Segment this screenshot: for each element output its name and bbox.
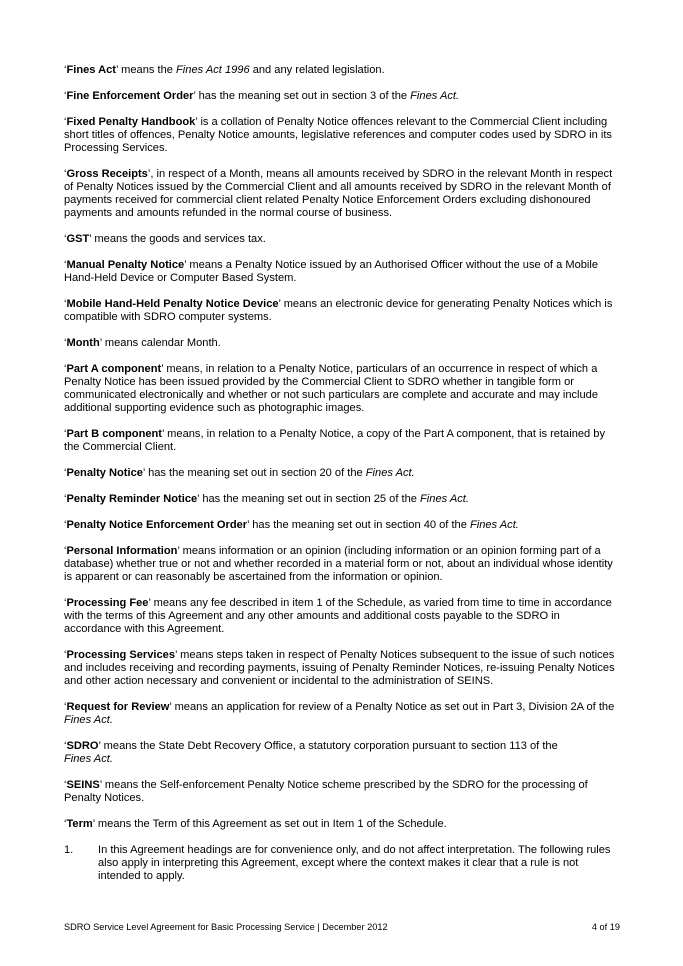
definition-text: means, in relation to a Penalty Notice, a copy of the Part A component, that is retained by the Commercial Client. bbox=[64, 428, 605, 454]
defined-term: Part B component bbox=[66, 428, 163, 441]
definition-text: means, in relation to a Penalty Notice, particulars of an occurrence in respect of which a Penalty Notice has been issued provided by the Commercial Client to SDRO whether in tangible form or communicated electronically and whether or not such particulars are complete and accurate and may include additional supporting evidence such as photographic images. bbox=[64, 362, 599, 415]
defined-term: Penalty Notice Enforcement Order bbox=[66, 518, 248, 531]
definition-text: means an electronic device for generating Penalty Notices which is compatible with SDRO computer systems. bbox=[64, 298, 613, 324]
defined-term: Penalty Reminder Notice bbox=[66, 493, 198, 505]
definition-item: ‘Mobile Hand-Held Penalty Notice Device’ means an electronic device for generating Penalty Notices which is compatible with SDRO computer systems. bbox=[64, 298, 613, 324]
definition-text: means the Self-enforcement Penalty Notice scheme prescribed by the SDRO for the processing of Penalty Notices. bbox=[64, 779, 588, 805]
definition-text: means the State Debt Recovery Office, a statutory corporation pursuant to section 113 of the bbox=[100, 740, 558, 753]
definition-text: means a Penalty Notice issued by an Authorised Officer without the use of a Mobile Hand-Held Device or Computer Based System. bbox=[64, 259, 599, 285]
defined-term: Fixed Penalty Handbook bbox=[66, 115, 196, 128]
rule-number: 1. bbox=[64, 844, 74, 856]
definition-text: means the Term of this Agreement as set out in Item 1 of the Schedule. bbox=[94, 818, 447, 831]
footer-title: SDRO Service Level Agreement for Basic Processing Service | December 2012 bbox=[64, 922, 388, 932]
definition-text: means any fee described in item 1 of the Schedule, as varied from time to time in accordance with the terms of this Agreement and any other amounts and additional costs payable to the SDRO in accordance with this Agreement. bbox=[64, 596, 612, 636]
rule-item bbox=[64, 844, 620, 884]
definition-text: means calendar Month. bbox=[101, 337, 221, 349]
definitions-list bbox=[64, 64, 620, 831]
defined-term: GST bbox=[66, 233, 90, 246]
defined-term: Personal Information bbox=[66, 544, 178, 557]
definition-text: has the meaning set out in section 25 of the bbox=[199, 493, 421, 505]
defined-term: Gross Receipts bbox=[66, 167, 148, 180]
definition-item: ‘Penalty Notice’ has the meaning set out in section 20 of the Fines Act. bbox=[64, 467, 415, 480]
defined-term: Processing Fee bbox=[66, 596, 149, 609]
definition-item: ‘Processing Fee’ means any fee described in item 1 of the Schedule, as varied from time to time in accordance with the terms of this Agreement and any other amounts and additional costs payable to the SDRO in accordance with this Agreement. bbox=[64, 596, 612, 636]
page-number: 4 of 19 bbox=[591, 922, 620, 932]
definition-text-end: and any related legislation. bbox=[249, 64, 385, 76]
interpretation-rules bbox=[64, 844, 620, 884]
document-body bbox=[64, 64, 620, 884]
defined-term: Mobile Hand-Held Penalty Notice Device bbox=[66, 298, 279, 310]
act-reference: Fines Act. bbox=[420, 493, 469, 505]
defined-term: Penalty Notice bbox=[66, 467, 143, 480]
definition-text: has the meaning set out in section 20 of the bbox=[144, 467, 366, 480]
definition-item: ‘SDRO’ means the State Debt Recovery Office, a statutory corporation pursuant to section 113 of the Fines Act. bbox=[64, 740, 558, 766]
defined-term: Term bbox=[66, 818, 93, 831]
definition-text: means steps taken in respect of Penalty Notices subsequent to the issue of such notices and includes receiving and recording payments, issuing of Penalty Reminder Notices, re-issuing Penalty Notices and other action necessary and convenient or incidental to the administration of SEINS. bbox=[64, 649, 615, 688]
definition-text: has the meaning set out in section 3 of the bbox=[195, 89, 411, 102]
defined-term: Fine Enforcement Order bbox=[66, 89, 194, 102]
defined-term: Part A component bbox=[66, 362, 162, 375]
definition-item: ‘Manual Penalty Notice’ means a Penalty Notice issued by an Authorised Officer without the use of a Mobile Hand-Held Device or Computer Based System. bbox=[64, 259, 599, 285]
definition-item: ‘Penalty Notice Enforcement Order’ has the meaning set out in section 40 of the Fines Act. bbox=[64, 518, 519, 531]
defined-term: SDRO bbox=[66, 740, 99, 753]
definition-item: ‘GST’ means the goods and services tax. bbox=[64, 233, 266, 246]
definition-text: is a collation of Penalty Notice offences relevant to the Commercial Client including short titles of offences, Penalty Notice amounts, legislative references and computer codes used by SDRO in its Processing Services. bbox=[64, 115, 612, 154]
act-reference: Fines Act. bbox=[64, 714, 113, 727]
defined-term: Request for Review bbox=[66, 701, 170, 714]
defined-term: SEINS bbox=[66, 779, 100, 792]
definition-text: means an application for review of a Penalty Notice as set out in Part 3, Division 2A of the bbox=[171, 701, 615, 714]
definition-text: means the bbox=[118, 64, 177, 76]
rule-text: In this Agreement headings are for convenience only, and do not affect interpretation. The following rules also apply in interpreting this Agreement, except where the context makes it clear that a rule is not intended to apply. bbox=[98, 844, 611, 883]
definition-text: has the meaning set out in section 40 of the bbox=[249, 518, 470, 531]
definition-text: means information or an opinion (including information or an opinion forming part of a database) whether true or not and whether recorded in a material form or not, about an individual whose identity is apparent or can reasonably be ascertained from the information or opinion. bbox=[64, 544, 613, 583]
act-reference: Fines Act. bbox=[410, 89, 460, 102]
act-reference: Fines Act. bbox=[469, 518, 519, 531]
definition-item: ‘Part A component’ means, in relation to a Penalty Notice, particulars of an occurrence in respect of which a Penalty Notice has been issued provided by the Commercial Client to SDRO whether in tangible form or communicated electronically and whether or not such particulars are complete and accurate and may include additional supporting evidence such as photographic images. bbox=[64, 362, 599, 415]
definition-item: ‘Penalty Reminder Notice’ has the meaning set out in section 25 of the Fines Act. bbox=[64, 493, 469, 505]
defined-term: Manual Penalty Notice bbox=[66, 259, 185, 271]
definition-item: ‘Request for Review’ means an application for review of a Penalty Notice as set out in Part 3, Division 2A of the Fines Act. bbox=[64, 701, 615, 727]
definition-item: ‘Personal Information’ means information or an opinion (including information or an opinion forming part of a database) whether true or not and whether recorded in a material form or not, about an individual whose identity is apparent or can reasonably be ascertained from the information or opinion. bbox=[64, 544, 613, 583]
definition-item: ‘Processing Services’ means steps taken in respect of Penalty Notices subsequent to the issue of such notices and includes receiving and recording payments, issuing of Penalty Reminder Notices, re-issuing Penalty Notices and other action necessary and convenient or incidental to the administration of SEINS. bbox=[64, 649, 615, 688]
act-reference: Fines Act. bbox=[64, 753, 113, 766]
definition-item: ‘Month’ means calendar Month. bbox=[64, 337, 221, 349]
defined-term: Fines Act bbox=[66, 64, 116, 76]
definition-item: ‘Fine Enforcement Order’ has the meaning set out in section 3 of the Fines Act. bbox=[64, 89, 460, 102]
definition-item: ‘Fixed Penalty Handbook’ is a collation of Penalty Notice offences relevant to the Commercial Client including short titles of offences, Penalty Notice amounts, legislative references and computer codes used by SDRO in its Processing Services. bbox=[64, 115, 612, 154]
act-reference: Fines Act. bbox=[365, 467, 415, 480]
definition-item: ‘Fines Act’ means the Fines Act 1996 and any related legislation. bbox=[64, 64, 385, 76]
definition-text: , in respect of a Month, means all amounts received by SDRO in the relevant Month in respect of Penalty Notices issued by the Commercial Client and all amounts received by SDRO in the relevant Month of payments received for commercial client related Penalty Notice Enforcement Orders excluding dishonoured payments and amounts refunded in the normal course of business. bbox=[64, 167, 613, 220]
defined-term: Processing Services bbox=[66, 649, 176, 661]
defined-term: Month bbox=[66, 337, 100, 349]
definition-item: ‘Gross Receipts’, in respect of a Month, means all amounts received by SDRO in the relevant Month in respect of Penalty Notices issued by the Commercial Client and all amounts received by SDRO in the relevant Month of payments received for commercial client related Penalty Notice Enforcement Orders excluding dishonoured payments and amounts refunded in the normal course of business. bbox=[64, 167, 613, 220]
definition-item: ‘Term’ means the Term of this Agreement as set out in Item 1 of the Schedule. bbox=[64, 818, 447, 831]
definition-text: means the goods and services tax. bbox=[91, 233, 266, 246]
definition-item: ‘SEINS’ means the Self-enforcement Penalty Notice scheme prescribed by the SDRO for the processing of Penalty Notices. bbox=[64, 779, 588, 805]
definition-item: ‘Part B component’ means, in relation to a Penalty Notice, a copy of the Part A component, that is retained by the Commercial Client. bbox=[64, 428, 605, 454]
act-reference: Fines Act 1996 bbox=[176, 64, 250, 76]
